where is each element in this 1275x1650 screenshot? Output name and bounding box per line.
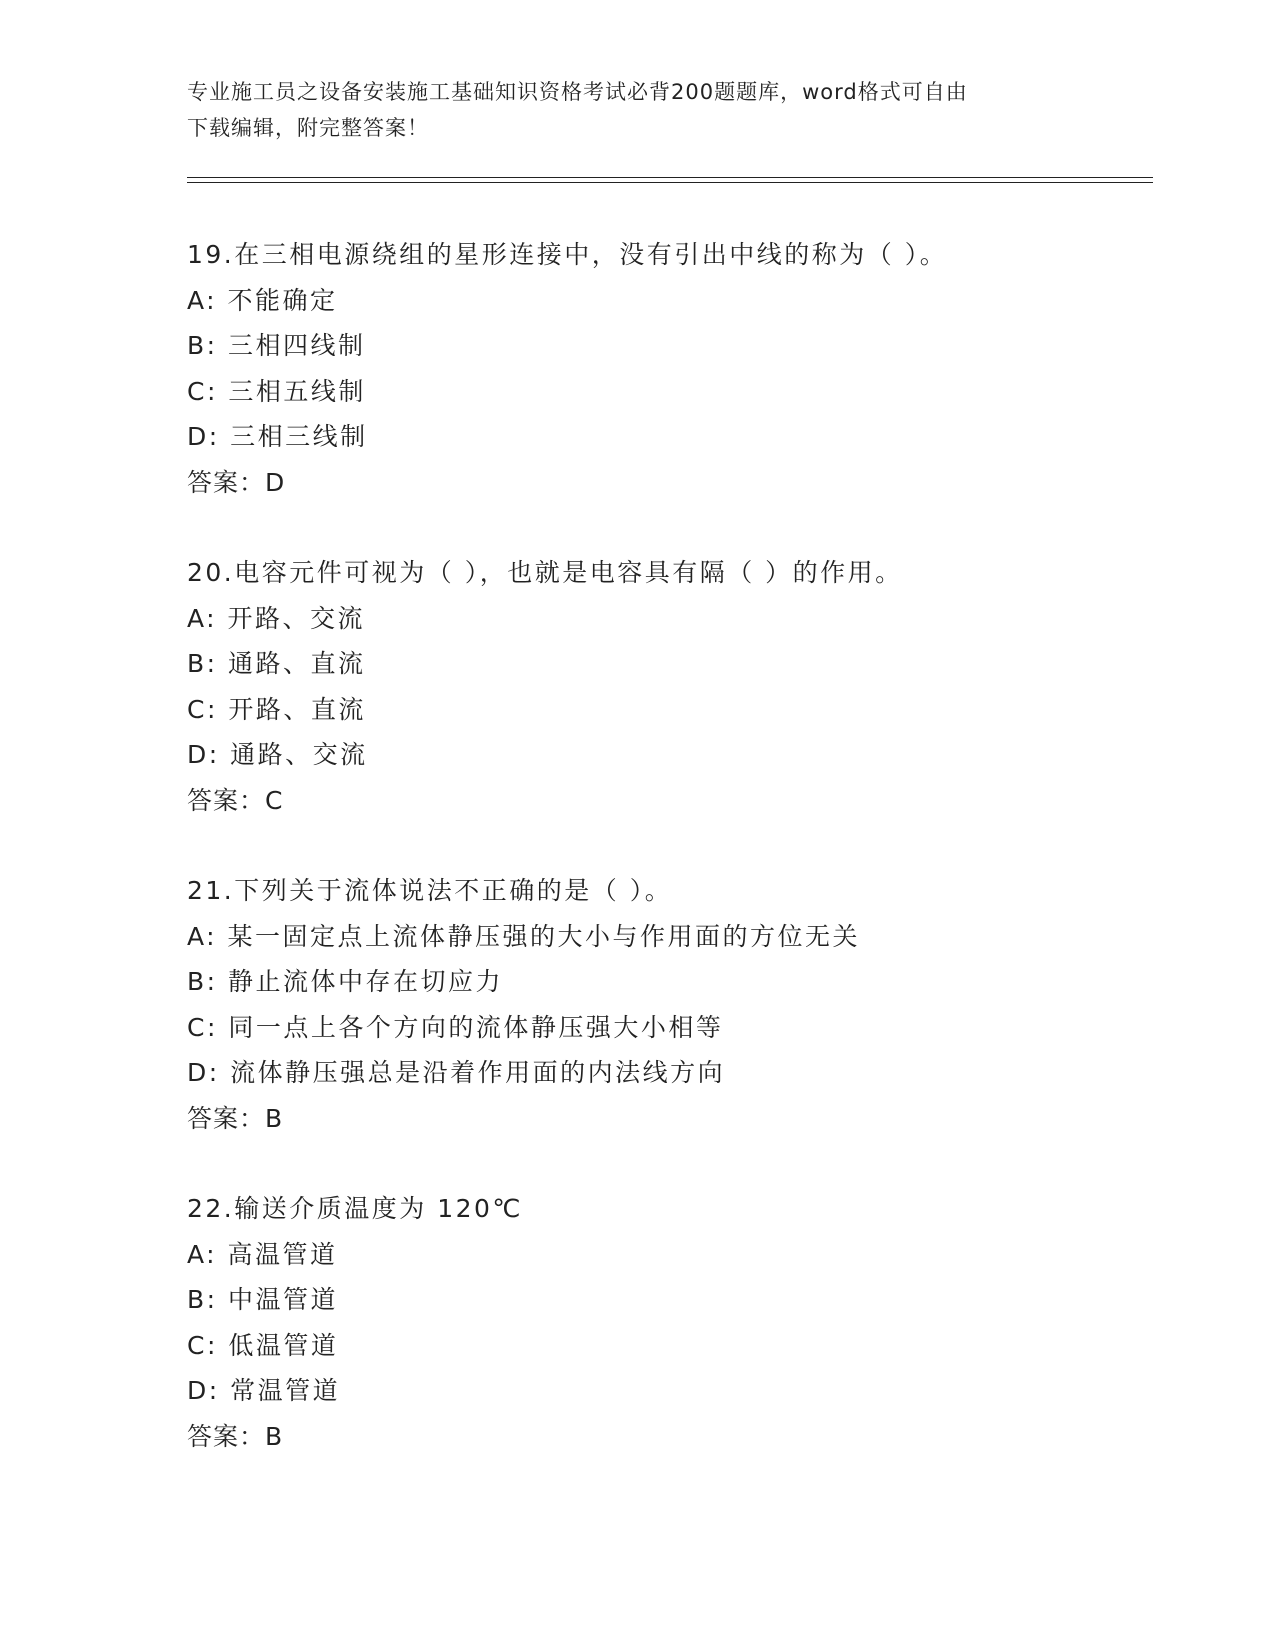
question-20 [187,550,1167,823]
header-line-2: 下载编辑，附完整答案！ [187,116,429,140]
option-b: B: 静止流体中存在切应力 [187,967,504,996]
header-divider-bottom [187,182,1153,183]
answer-key: 答案：B [187,1421,284,1451]
option-b: B: 中温管道 [187,1285,339,1314]
option-c: C: 低温管道 [187,1330,339,1360]
option-a: A: 高温管道 [187,1239,338,1269]
question-22 [187,1186,1167,1459]
question-19 [187,232,1167,505]
option-d: D: 三相三线制 [187,422,368,451]
option-a: A: 不能确定 [187,285,338,315]
answer-key: 答案：C [187,785,284,815]
option-d: D: 通路、交流 [187,740,368,769]
document-header [187,74,1067,146]
option-b: B: 通路、直流 [187,649,366,678]
question-stem: 19.在三相电源绕组的星形连接中，没有引出中线的称为（ ）。 [187,240,948,269]
header-divider-top [187,177,1153,178]
header-line-1: 专业施工员之设备安装施工基础知识资格考试必背200题题库，word格式可自由 [187,80,968,104]
option-c: C: 开路、直流 [187,694,366,724]
option-d: D: 流体静压强总是沿着作用面的内法线方向 [187,1058,726,1087]
option-d: D: 常温管道 [187,1376,341,1405]
option-c: C: 三相五线制 [187,376,366,406]
option-b: B: 三相四线制 [187,331,366,360]
option-a: A: 开路、交流 [187,603,366,633]
question-21 [187,868,1167,1141]
question-stem: 21.下列关于流体说法不正确的是（ ）。 [187,876,673,905]
answer-key: 答案：B [187,1103,284,1133]
option-c: C: 同一点上各个方向的流体静压强大小相等 [187,1012,724,1042]
question-stem: 20.电容元件可视为（ ），也就是电容具有隔（ ）的作用。 [187,558,903,587]
answer-key: 答案：D [187,467,286,497]
question-stem: 22.输送介质温度为 120℃ [187,1194,523,1223]
option-a: A: 某一固定点上流体静压强的大小与作用面的方位无关 [187,921,861,951]
